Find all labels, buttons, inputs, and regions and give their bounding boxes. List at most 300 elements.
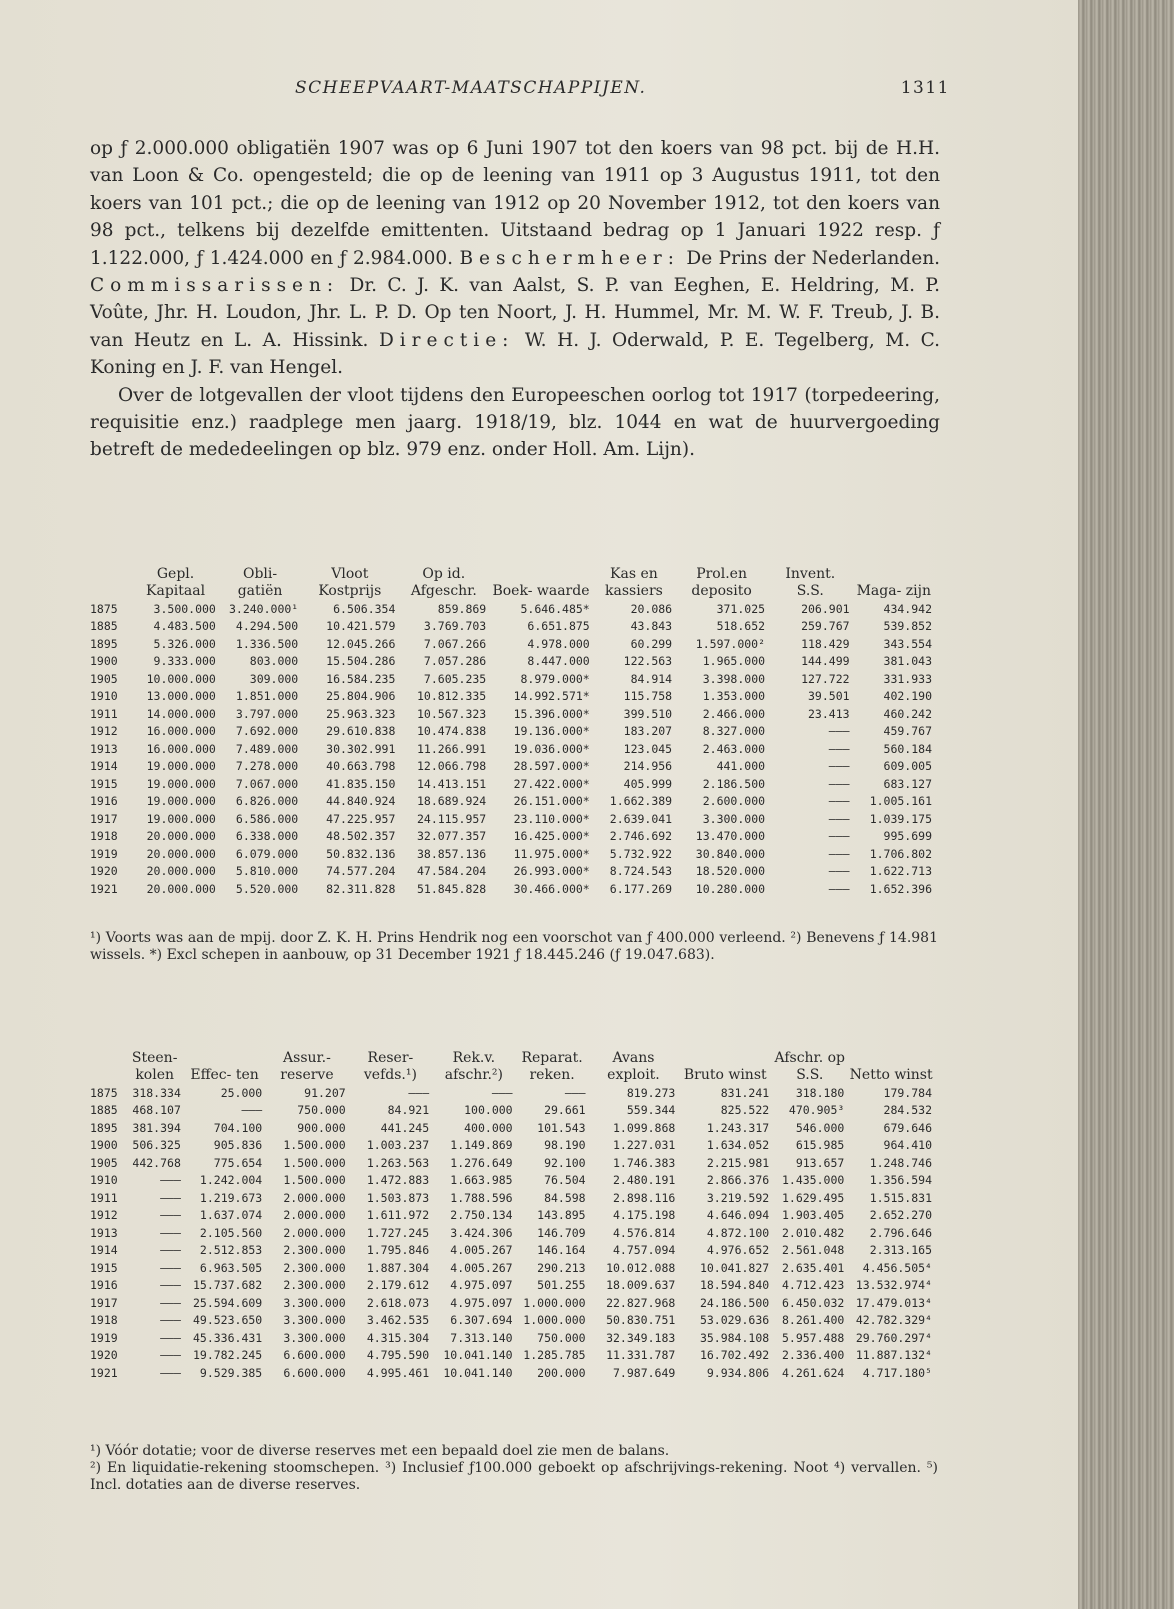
value-cell: 5.810.000 [235, 864, 299, 879]
value-cell: 4.315.304 [366, 1330, 430, 1345]
value-cell: 1.788.596 [450, 1190, 513, 1205]
value-cell: 84.921 [387, 1103, 430, 1118]
value-cell: ——— [160, 1243, 181, 1258]
value-cell: 1.611.972 [366, 1208, 430, 1223]
value-cell: 19.000.000 [146, 776, 216, 791]
balance-row [90, 863, 935, 881]
value-cell: 1.662.389 [609, 794, 673, 809]
value-cell: 84.914 [630, 671, 673, 686]
value-cell: 1.503.873 [366, 1190, 430, 1205]
value-cell: 8.979.000* [520, 671, 590, 686]
value-cell: 1.500.000 [283, 1155, 346, 1170]
value-cell: 20.000.000 [146, 864, 216, 879]
value-cell: ——— [828, 794, 850, 809]
profit-row [90, 1119, 935, 1137]
value-cell: 6.450.032 [781, 1295, 845, 1310]
value-cell: 25.000 [220, 1085, 263, 1100]
value-cell: 1.851.000 [235, 689, 299, 704]
year-cell: 1914 [90, 759, 118, 774]
value-cell: 1.637.074 [199, 1208, 263, 1223]
value-cell: 10.421.579 [326, 619, 396, 634]
value-cell: 6.600.000 [283, 1365, 346, 1380]
value-cell: 1.903.405 [781, 1208, 845, 1223]
value-cell: 4.005.267 [450, 1260, 513, 1275]
value-cell: 1.276.649 [450, 1155, 513, 1170]
value-cell: 775.654 [213, 1155, 263, 1170]
value-cell: 560.184 [883, 741, 932, 756]
value-cell: 4.717.180⁵ [862, 1365, 932, 1380]
body-text [90, 135, 940, 464]
column-header: Kas en kassiers [605, 566, 663, 599]
value-cell: ——— [828, 741, 850, 756]
value-cell: 318.334 [132, 1085, 181, 1100]
balance-row [90, 653, 935, 671]
value-cell: 331.933 [883, 671, 932, 686]
value-cell: 10.041.140 [443, 1348, 513, 1363]
value-cell: 16.000.000 [146, 724, 216, 739]
balance-row [90, 845, 935, 863]
value-cell: 3.769.703 [423, 619, 487, 634]
year-cell: 1911 [90, 706, 118, 721]
column-header: Bruto winst [683, 1067, 767, 1083]
value-cell: 13.000.000 [146, 689, 216, 704]
value-cell: 8.327.000 [702, 724, 766, 739]
balance-row [90, 723, 935, 741]
value-cell: 750.000 [537, 1330, 586, 1345]
value-cell: 7.692.000 [235, 724, 299, 739]
value-cell: 50.830.751 [606, 1313, 676, 1328]
year-cell: 1875 [90, 601, 118, 616]
footnotes-profit [90, 1443, 938, 1494]
value-cell: ——— [160, 1313, 181, 1328]
year-header [90, 1050, 125, 1084]
value-cell: 2.186.500 [702, 776, 766, 791]
profit-row [90, 1102, 935, 1120]
value-cell: 30.840.000 [695, 846, 766, 861]
year-cell: 1913 [90, 1225, 118, 1240]
value-cell: 143.895 [537, 1208, 586, 1223]
value-cell: 859.869 [437, 601, 487, 616]
value-cell: 1.003.237 [366, 1138, 430, 1153]
value-cell: ——— [828, 776, 850, 791]
year-cell: 1921 [90, 881, 118, 896]
value-cell: 11.331.787 [606, 1348, 676, 1363]
value-cell: 23.110.000* [513, 811, 590, 826]
value-cell: 290.213 [537, 1260, 586, 1275]
balance-row [90, 775, 935, 793]
value-cell: 127.722 [801, 671, 850, 686]
column-header: Rek.v. afschr.²) [444, 1050, 503, 1083]
year-cell: 1914 [90, 1243, 118, 1258]
value-cell: 284.532 [883, 1103, 932, 1118]
value-cell: 318.180 [795, 1085, 845, 1100]
balance-row [90, 688, 935, 706]
balance-row [90, 618, 935, 636]
value-cell: 16.702.492 [699, 1348, 770, 1363]
value-cell: 1.336.500 [235, 636, 299, 651]
year-cell: 1916 [90, 1278, 118, 1293]
value-cell: 13.470.000 [695, 829, 766, 844]
value-cell: 53.029.636 [699, 1313, 770, 1328]
value-cell: 3.300.000 [283, 1330, 346, 1345]
value-cell: 459.767 [883, 724, 932, 739]
value-cell: 460.242 [883, 706, 932, 721]
value-cell: 24.186.500 [699, 1295, 770, 1310]
value-cell: 1.353.000 [702, 689, 766, 704]
value-cell: 2.600.000 [702, 794, 766, 809]
value-cell: 82.311.828 [326, 881, 396, 896]
value-cell: 20.000.000 [146, 829, 216, 844]
value-cell: 2.639.041 [609, 811, 673, 826]
year-cell: 1910 [90, 689, 118, 704]
value-cell: 8.447.000 [527, 654, 590, 669]
balance-row [90, 600, 935, 618]
value-cell: 22.827.968 [606, 1295, 676, 1310]
value-cell: 92.100 [544, 1155, 586, 1170]
value-cell: 15.737.682 [192, 1278, 263, 1293]
value-cell: 17.479.013⁴ [855, 1295, 932, 1310]
value-cell: 179.784 [883, 1085, 932, 1100]
value-cell: 4.712.423 [781, 1278, 845, 1293]
patron-label: Beschermheer: [459, 247, 680, 269]
value-cell: 11.266.991 [416, 741, 487, 756]
year-cell: 1885 [90, 619, 118, 634]
value-cell: 146.164 [537, 1243, 586, 1258]
value-cell: 831.241 [720, 1085, 770, 1100]
value-cell: 434.942 [883, 601, 932, 616]
profit-row [90, 1277, 935, 1295]
value-cell: 913.657 [795, 1155, 845, 1170]
value-cell: 6.600.000 [283, 1348, 346, 1363]
value-cell: 5.520.000 [235, 881, 299, 896]
value-cell: 441.245 [380, 1120, 430, 1135]
profit-row [90, 1294, 935, 1312]
value-cell: 11.887.132⁴ [855, 1348, 932, 1363]
value-cell: 1.000.000 [523, 1295, 586, 1310]
value-cell: 10.041.827 [699, 1260, 770, 1275]
value-cell: 98.190 [544, 1138, 586, 1153]
footnote-balance-text: ¹) Voorts was aan de mpij. door Z. K. H. Prins Hendrik nog een voorschot van ƒ 400.000 verleend. ²) Benevens ƒ 14.981 wissels. *) Excl schepen in aanbouw, op 31 December 1921 ƒ 18.445.246 (ƒ 19.047.683). [90, 930, 938, 963]
value-cell: 6.586.000 [235, 811, 299, 826]
value-cell: ——— [160, 1348, 181, 1363]
value-cell: 2.300.000 [283, 1260, 346, 1275]
value-cell: 506.325 [132, 1138, 181, 1153]
value-cell: 10.041.140 [443, 1365, 513, 1380]
value-cell: 28.597.000* [513, 759, 590, 774]
value-cell: 371.025 [716, 601, 766, 616]
value-cell: 2.000.000 [283, 1225, 346, 1240]
value-cell: 84.598 [544, 1190, 586, 1205]
value-cell: 3.300.000 [283, 1295, 346, 1310]
value-cell: 1.706.802 [869, 846, 932, 861]
running-title: SCHEEPVAART-MAATSCHAPPIJEN. [295, 78, 647, 98]
value-cell: ——— [491, 1085, 513, 1100]
year-cell: 1912 [90, 724, 118, 739]
value-cell: 442.768 [132, 1155, 181, 1170]
value-cell: 10.812.335 [416, 689, 487, 704]
year-cell: 1895 [90, 1120, 118, 1135]
value-cell: 2.898.116 [613, 1190, 676, 1205]
balance-row [90, 880, 935, 898]
value-cell: 5.326.000 [153, 636, 216, 651]
value-cell: 100.000 [464, 1103, 513, 1118]
value-cell: 1.652.396 [869, 881, 932, 896]
profit-row [90, 1224, 935, 1242]
profit-row [90, 1137, 935, 1155]
value-cell: 3.500.000 [153, 601, 216, 616]
year-cell: 1918 [90, 1313, 118, 1328]
directors-text: W. H. J. Oderwald, P. E. Tegelberg, M. C. Koning en J. F. van Hengel. [90, 329, 940, 379]
value-cell: 183.207 [623, 724, 673, 739]
value-cell: 402.190 [883, 689, 932, 704]
value-cell: 615.985 [795, 1138, 845, 1153]
value-cell: 20.086 [630, 601, 673, 616]
value-cell: 3.398.000 [702, 671, 766, 686]
value-cell: 2.512.853 [199, 1243, 263, 1258]
value-cell: 39.501 [808, 689, 850, 704]
value-cell: 7.067.000 [235, 776, 299, 791]
value-cell: 2.746.692 [609, 829, 673, 844]
value-cell: 400.000 [464, 1120, 513, 1135]
value-cell: 40.663.798 [326, 759, 396, 774]
value-cell: 6.307.694 [450, 1313, 513, 1328]
value-cell: 1.435.000 [781, 1173, 845, 1188]
column-header: Prol.en deposito [691, 566, 752, 599]
value-cell: 1.500.000 [283, 1138, 346, 1153]
value-cell: 7.313.140 [450, 1330, 513, 1345]
value-cell: 1.000.000 [523, 1313, 586, 1328]
value-cell: ——— [828, 846, 850, 861]
value-cell: 900.000 [297, 1120, 346, 1135]
value-cell: 20.000.000 [146, 846, 216, 861]
value-cell: 19.136.000* [513, 724, 590, 739]
profit-row [90, 1172, 935, 1190]
value-cell: ——— [828, 829, 850, 844]
profit-row [90, 1347, 935, 1365]
value-cell: 825.522 [720, 1103, 770, 1118]
value-cell: 30.302.991 [326, 741, 396, 756]
profit-row [90, 1189, 935, 1207]
profit-row [90, 1312, 935, 1330]
value-cell: 1.746.383 [613, 1155, 676, 1170]
value-cell: 381.043 [883, 654, 932, 669]
value-cell: 41.835.150 [326, 776, 396, 791]
value-cell: 27.422.000* [513, 776, 590, 791]
value-cell: 7.057.286 [423, 654, 487, 669]
value-cell: 2.336.400 [781, 1348, 845, 1363]
value-cell: 2.105.560 [199, 1225, 263, 1240]
balance-row [90, 740, 935, 758]
value-cell: 501.255 [537, 1278, 586, 1293]
book-page-edges [1078, 0, 1174, 1609]
value-cell: 1.472.883 [366, 1173, 430, 1188]
value-cell: 10.012.088 [606, 1260, 676, 1275]
profit-row [90, 1259, 935, 1277]
value-cell: 5.957.488 [781, 1330, 845, 1345]
value-cell: 6.079.000 [235, 846, 299, 861]
value-cell: 7.987.649 [613, 1365, 676, 1380]
year-cell: 1905 [90, 671, 118, 686]
value-cell: 38.857.136 [416, 846, 487, 861]
year-cell: 1915 [90, 776, 118, 791]
value-cell: 6.651.875 [527, 619, 590, 634]
value-cell: ——— [160, 1330, 181, 1345]
year-cell: 1916 [90, 794, 118, 809]
value-cell: 25.594.609 [192, 1295, 263, 1310]
value-cell: 2.480.191 [613, 1173, 676, 1188]
value-cell: 44.840.924 [326, 794, 396, 809]
year-cell: 1905 [90, 1155, 118, 1170]
value-cell: 19.000.000 [146, 811, 216, 826]
column-header: Obli- gatiën [237, 566, 283, 599]
value-cell: 9.529.385 [199, 1365, 263, 1380]
value-cell: 43.843 [630, 619, 673, 634]
value-cell: 546.000 [795, 1120, 845, 1135]
value-cell: 1.795.846 [366, 1243, 430, 1258]
year-cell: 1913 [90, 741, 118, 756]
commissioners-text: Dr. C. J. K. van Aalst, S. P. van Eeghen, E. Heldring, M. P. Voûte, Jhr. H. Loudon, Jhr. L. P. D. Op ten Noort, J. H. Hummel, Mr. M. W. F. Treub, J. B. van Heutz en L. A. Hissink. [90, 275, 940, 351]
profit-row [90, 1364, 935, 1382]
value-cell: 11.975.000* [513, 846, 590, 861]
column-header: Op id. Afgeschr. [410, 566, 477, 599]
value-cell: 4.646.094 [706, 1208, 770, 1223]
value-cell: 144.499 [801, 654, 850, 669]
value-cell: ——— [160, 1295, 181, 1310]
value-cell: 118.429 [801, 636, 850, 651]
profit-row [90, 1329, 935, 1347]
column-header: Avans exploit. [607, 1050, 660, 1083]
value-cell: 4.294.500 [235, 619, 299, 634]
profit-row [90, 1207, 935, 1225]
bond-issue-text: op ƒ 2.000.000 obligatiën 1907 was op 6 Juni 1907 tot den koers van 98 pct. bij de H.H. van Loon & Co. opengesteld; die op de leening van 1911 op 3 Augustus 1911, tot den koers van 101 pct.; die op de leening van 1912 op 20 November 1912, tot den koers van 98 pct., telkens bij dezelfde emittenten. Uitstaand bedrag op 1 Januari 1922 resp. ƒ 1.122.000, ƒ 1.424.000 en ƒ 2.984.000. [90, 138, 940, 269]
year-cell: 1900 [90, 1138, 118, 1153]
value-cell: 9.934.806 [706, 1365, 770, 1380]
value-cell: 1.887.304 [366, 1260, 430, 1275]
value-cell: 1.099.868 [613, 1120, 676, 1135]
patron-text: De Prins der Nederlanden. [679, 247, 940, 269]
year-cell: 1919 [90, 846, 118, 861]
value-cell: 309.000 [249, 671, 299, 686]
value-cell: 26.151.000* [513, 794, 590, 809]
year-cell: 1911 [90, 1190, 118, 1205]
value-cell: 2.866.376 [706, 1173, 770, 1188]
value-cell: 2.466.000 [702, 706, 766, 721]
value-cell: 29.661 [544, 1103, 586, 1118]
value-cell: 7.605.235 [423, 671, 487, 686]
value-cell: 16.584.235 [326, 671, 396, 686]
value-cell: 45.336.431 [192, 1330, 263, 1345]
value-cell: 704.100 [213, 1120, 263, 1135]
year-cell: 1920 [90, 864, 118, 879]
column-header: Steen- kolen [131, 1050, 178, 1083]
value-cell: 13.532.974⁴ [855, 1278, 932, 1293]
value-cell: 30.466.000* [513, 881, 590, 896]
value-cell: 26.993.000* [513, 864, 590, 879]
value-cell: 405.999 [623, 776, 673, 791]
value-cell: 16.425.000* [513, 829, 590, 844]
value-cell: 518.652 [716, 619, 766, 634]
value-cell: 48.502.357 [326, 829, 396, 844]
value-cell: 8.261.400 [781, 1313, 845, 1328]
value-cell: ——— [564, 1085, 586, 1100]
value-cell: 91.207 [304, 1085, 346, 1100]
value-cell: 2.463.000 [702, 741, 766, 756]
value-cell: 399.510 [623, 706, 673, 721]
value-cell: 803.000 [249, 654, 299, 669]
year-header [90, 566, 132, 600]
profit-row [90, 1154, 935, 1172]
profit-table-header [90, 1050, 935, 1084]
value-cell: 609.005 [883, 759, 932, 774]
value-cell: 964.410 [883, 1138, 932, 1153]
value-cell: 3.300.000 [702, 811, 766, 826]
value-cell: 25.963.323 [326, 706, 396, 721]
value-cell: 5.732.922 [609, 846, 673, 861]
value-cell: 1.263.563 [366, 1155, 430, 1170]
year-cell: 1912 [90, 1208, 118, 1223]
value-cell: 1.500.000 [283, 1173, 346, 1188]
value-cell: 4.975.097 [450, 1295, 513, 1310]
value-cell: 4.975.097 [450, 1278, 513, 1293]
value-cell: 35.984.108 [699, 1330, 770, 1345]
value-cell: 9.333.000 [153, 654, 216, 669]
column-header: Vloot Kostprijs [318, 566, 382, 599]
value-cell: 29.610.838 [326, 724, 396, 739]
year-cell: 1895 [90, 636, 118, 651]
value-cell: 214.956 [623, 759, 673, 774]
value-cell: 1.243.317 [706, 1120, 770, 1135]
value-cell: 6.963.505 [199, 1260, 263, 1275]
value-cell: 23.413 [808, 706, 850, 721]
value-cell: 3.797.000 [235, 706, 299, 721]
value-cell: 4.995.461 [366, 1365, 430, 1380]
value-cell: 683.127 [883, 776, 932, 791]
value-cell: 5.646.485* [520, 601, 590, 616]
value-cell: 32.349.183 [606, 1330, 676, 1345]
page-header [90, 78, 950, 108]
column-header: Reser- vefds.¹) [363, 1050, 417, 1083]
value-cell: 750.000 [297, 1103, 346, 1118]
balance-row [90, 758, 935, 776]
column-header: Maga- zijn [856, 583, 931, 599]
value-cell: 50.832.136 [326, 846, 396, 861]
value-cell: 4.005.267 [450, 1243, 513, 1258]
value-cell: 16.000.000 [146, 741, 216, 756]
value-cell: 2.179.612 [366, 1278, 430, 1293]
value-cell: 8.724.543 [609, 864, 673, 879]
profit-row [90, 1084, 935, 1102]
value-cell: 2.010.482 [781, 1225, 845, 1240]
value-cell: 1.248.746 [869, 1155, 932, 1170]
balance-row [90, 828, 935, 846]
value-cell: 19.000.000 [146, 794, 216, 809]
value-cell: 10.280.000 [695, 881, 766, 896]
value-cell: 122.563 [623, 654, 673, 669]
value-cell: 18.009.637 [606, 1278, 676, 1293]
column-header: Afschr. op S.S. [774, 1050, 846, 1083]
value-cell: 1.727.245 [366, 1225, 430, 1240]
value-cell: 2.652.270 [869, 1208, 932, 1223]
value-cell: 18.520.000 [695, 864, 766, 879]
year-cell: 1885 [90, 1103, 118, 1118]
value-cell: 6.177.269 [609, 881, 673, 896]
value-cell: 7.067.266 [423, 636, 487, 651]
value-cell: 1.597.000² [695, 636, 766, 651]
value-cell: 4.795.590 [366, 1348, 430, 1363]
value-cell: 470.905³ [788, 1103, 845, 1118]
value-cell: 123.045 [623, 741, 673, 756]
value-cell: 3.424.306 [450, 1225, 513, 1240]
